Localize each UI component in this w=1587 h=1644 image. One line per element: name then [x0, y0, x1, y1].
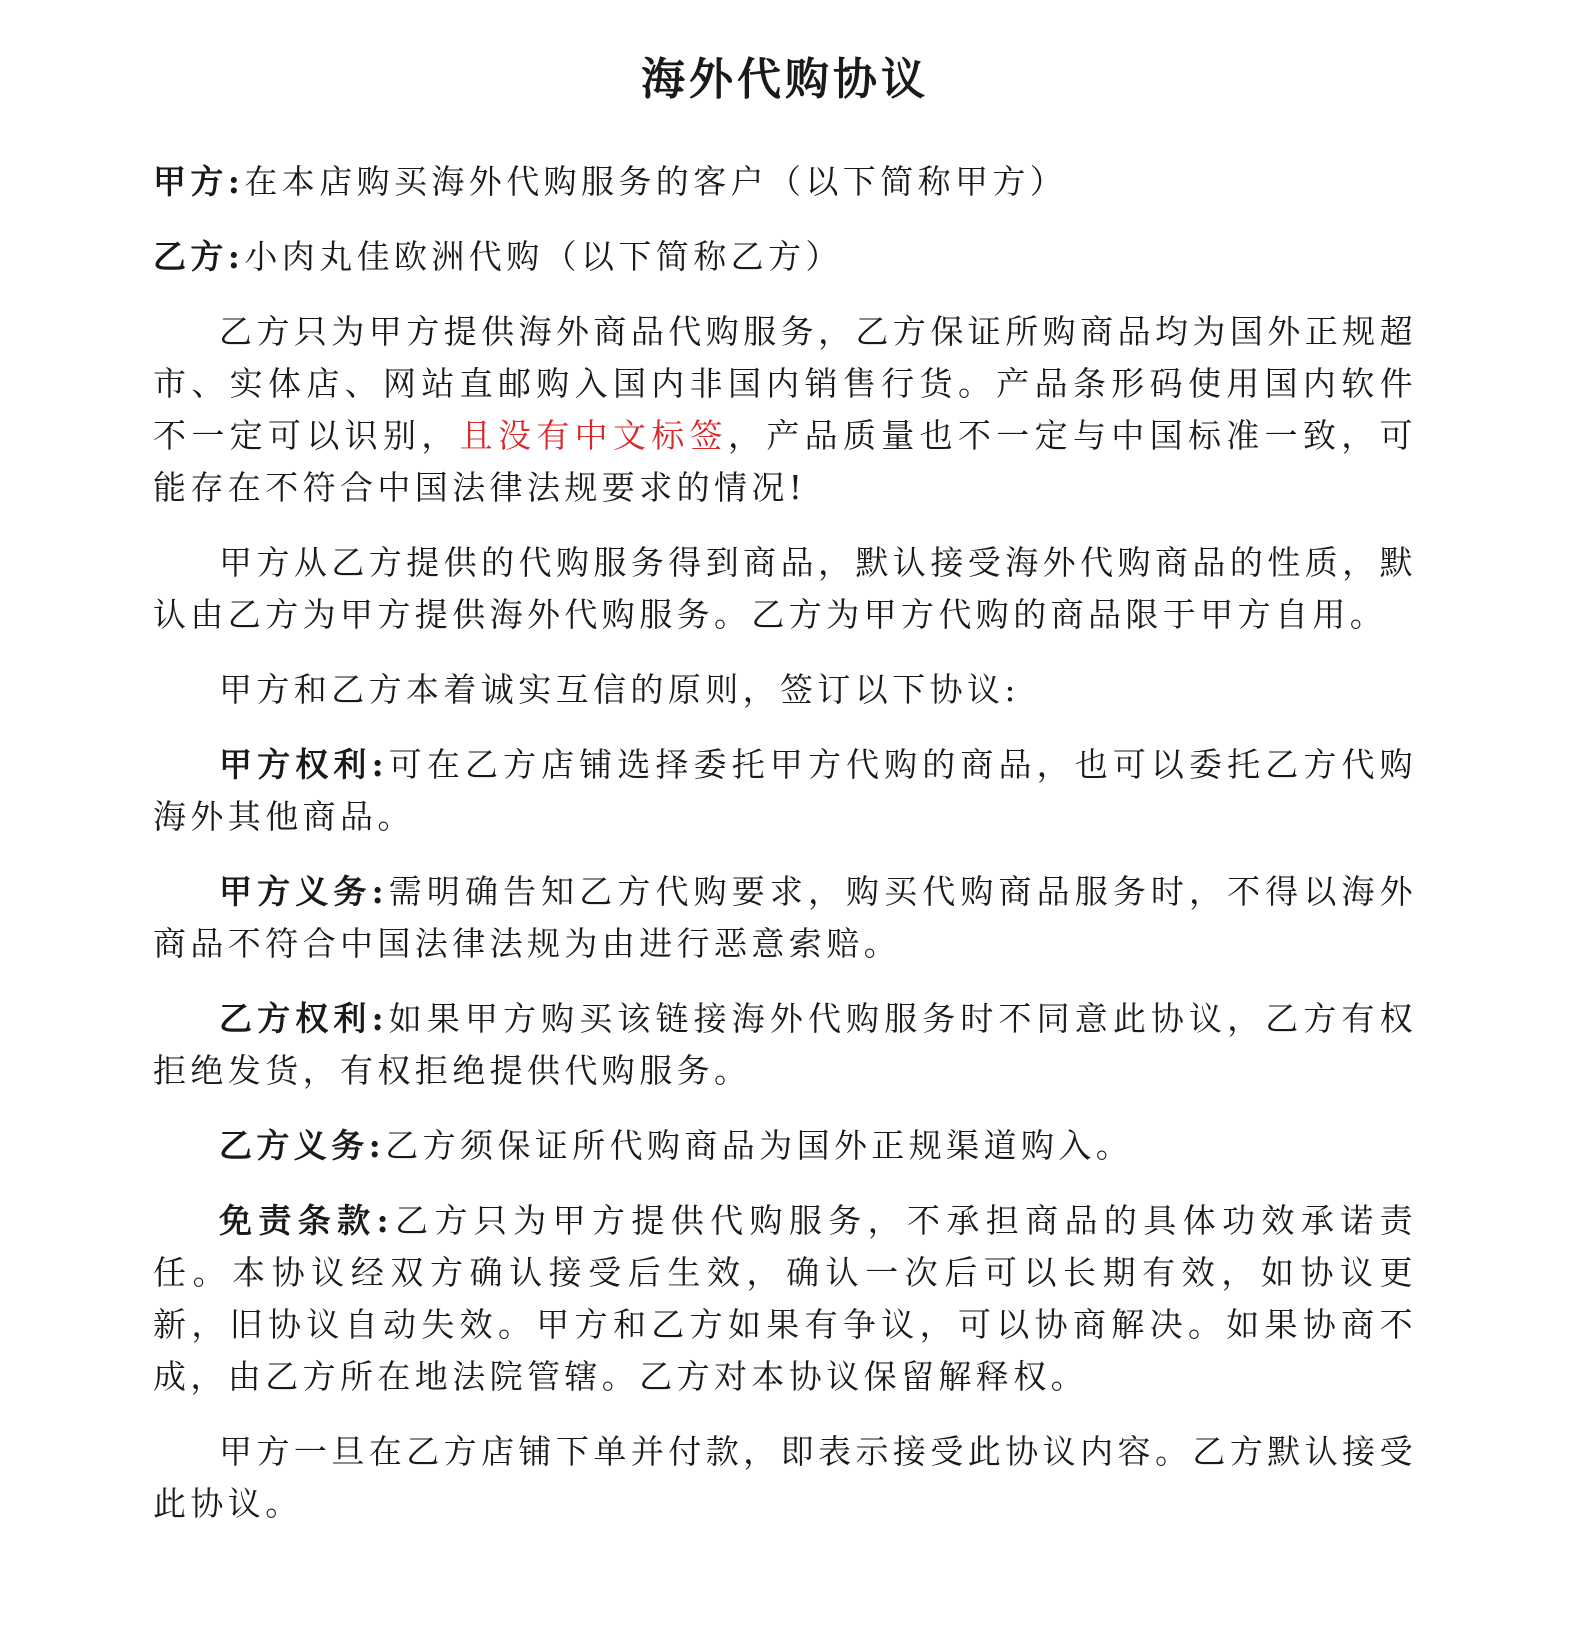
- closing-paragraph: 甲方一旦在乙方店铺下单并付款，即表示接受此协议内容。乙方默认接受此协议。: [153, 1432, 1417, 1523]
- clause-party-a-rights: [153, 739, 1417, 843]
- clause-text: 乙方须保证所代购商品为国外正规渠道购入。: [385, 1126, 1134, 1165]
- party-a-text: 在本店购买海外代购服务的客户（以下简称甲方）: [244, 162, 1068, 201]
- clause-label: 甲方权利:: [219, 745, 389, 784]
- clause-label: 乙方义务:: [219, 1126, 386, 1165]
- party-b-line: [153, 231, 1417, 283]
- intro-paragraph: [153, 306, 1417, 514]
- clause-party-b-rights: [153, 993, 1417, 1097]
- clause-disclaimer: [153, 1195, 1417, 1403]
- clause-party-b-obligations: [153, 1120, 1417, 1172]
- party-b-label: 乙方:: [153, 237, 245, 276]
- clause-label: 甲方义务:: [219, 872, 389, 911]
- document-title: 海外代购协议: [641, 54, 929, 105]
- intro-text-before: 乙方只为甲方提供海外商品代购服务，乙方保证所购商品均为国外正规超市、实体店、网站直邮购入国内非国内销售行货。产品条形码使用国内软件不一定可以识别，: [153, 312, 1417, 455]
- clause-label: 乙方权利:: [219, 999, 389, 1038]
- clause-text: 可在乙方店铺选择委托甲方代购的商品，也可以委托乙方代购海外其他商品。: [153, 745, 1417, 836]
- intro-text-after: ，产品质量也不一定与中国标准一致，可能存在不符合中国法律法规要求的情况!: [153, 416, 1418, 507]
- principle-paragraph: 甲方和乙方本着诚实互信的原则，签订以下协议:: [219, 670, 1020, 709]
- clause-text: 需明确告知乙方代购要求，购买代购商品服务时，不得以海外商品不符合中国法律法规为由进行恶意索赔。: [153, 872, 1417, 963]
- clause-text: 乙方只为甲方提供代购服务，不承担商品的具体功效承诺责任。本协议经双方确认接受后生效，确认一次后可以长期有效，如协议更新，旧协议自动失效。甲方和乙方如果有争议，可以协商解决。如果协商不成，由乙方所在地法院管辖。乙方对本协议保留解释权。: [153, 1201, 1417, 1396]
- party-a-label: 甲方:: [153, 162, 245, 201]
- acceptance-paragraph: 甲方从乙方提供的代购服务得到商品，默认接受海外代购商品的性质，默认由乙方为甲方提供海外代购服务。乙方为甲方代购的商品限于甲方自用。: [153, 543, 1417, 634]
- party-a-line: [153, 156, 1417, 208]
- clause-text: 如果甲方购买该链接海外代购服务时不同意此协议，乙方有权拒绝发货，有权拒绝提供代购服务。: [153, 999, 1417, 1090]
- clause-label: 免责条款:: [219, 1201, 394, 1240]
- intro-highlight-text: 且没有中文标签: [459, 416, 728, 455]
- clause-party-a-obligations: [153, 866, 1417, 970]
- party-b-text: 小肉丸佳欧洲代购（以下简称乙方）: [244, 237, 843, 276]
